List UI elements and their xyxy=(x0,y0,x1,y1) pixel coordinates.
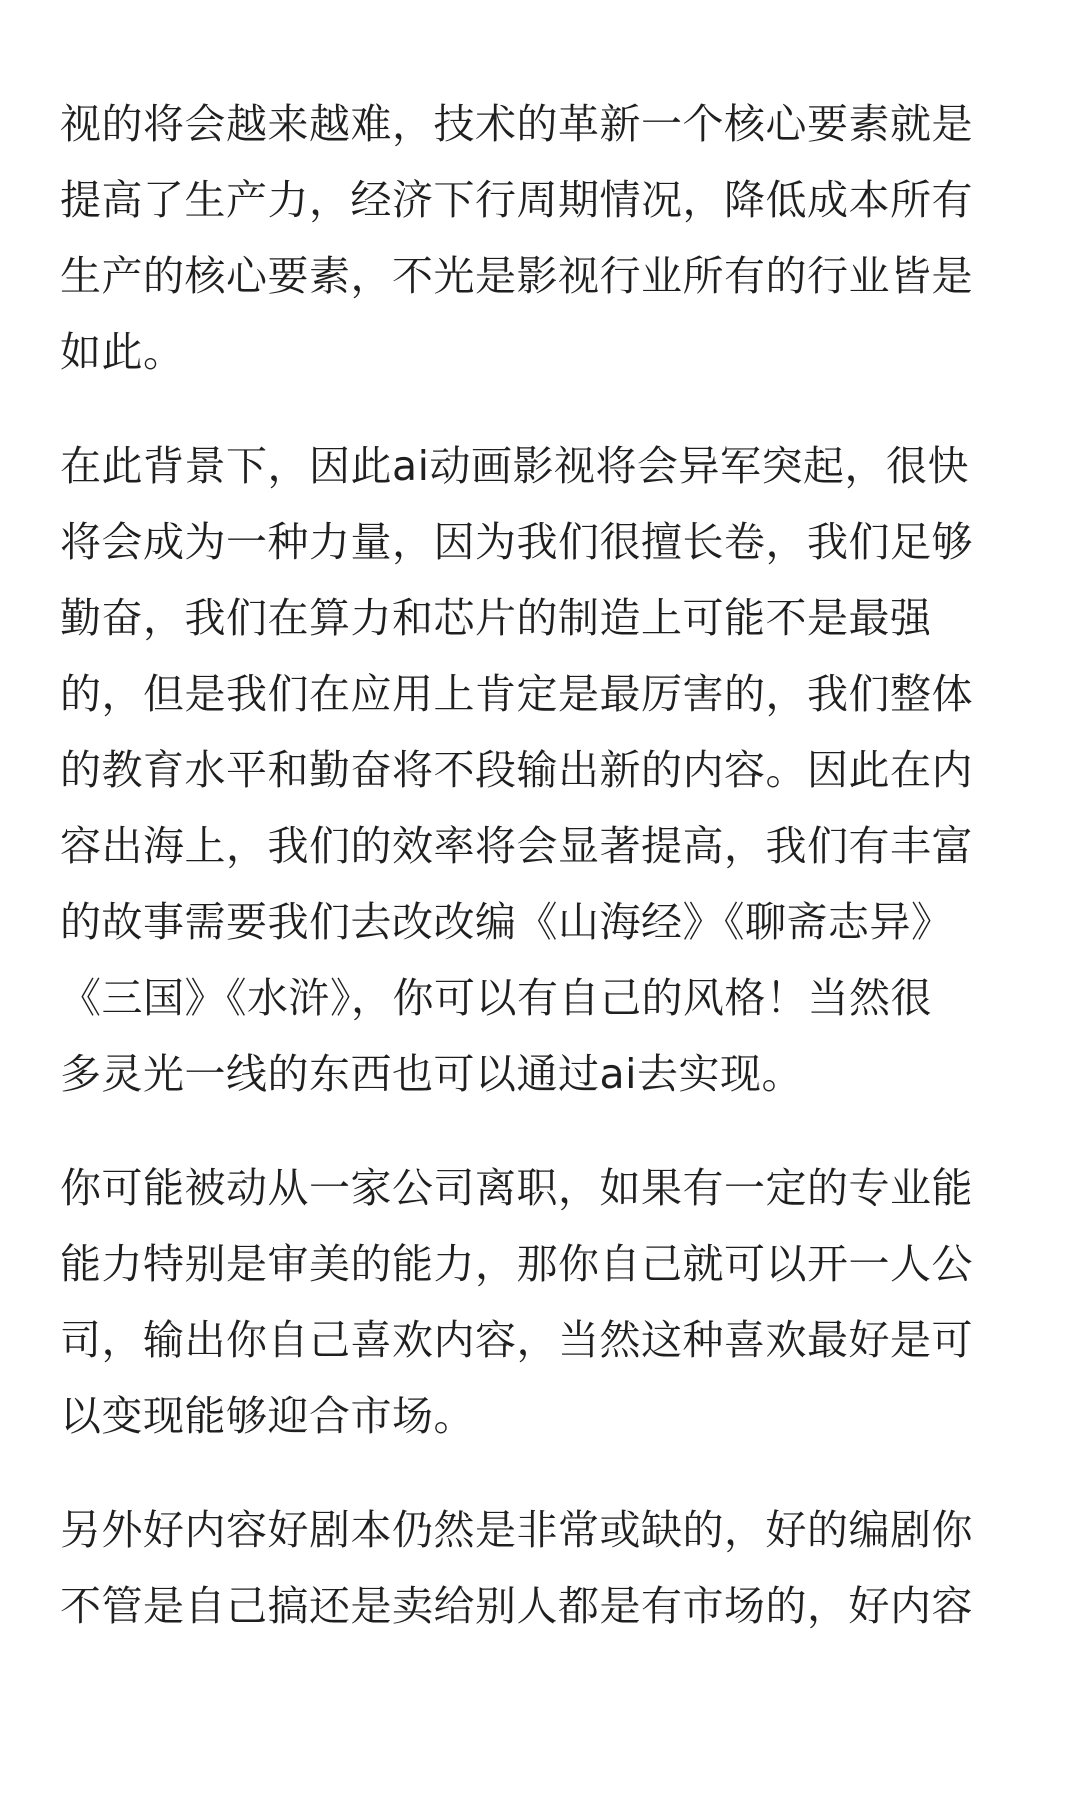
text-line: 的，但是我们在应用上肯定是最厉害的，我们整体 xyxy=(60,670,973,718)
text-line: 视的将会越来越难，技术的革新一个核心要素就是 xyxy=(60,100,973,148)
text-line: 将会成为一种力量，因为我们很擅长卷，我们足够 xyxy=(60,518,973,566)
text-line: 提高了生产力，经济下行周期情况，降低成本所有 xyxy=(60,176,973,224)
text-line: 勤奋，我们在算力和芯片的制造上可能不是最强 xyxy=(60,594,932,642)
paragraph-3 xyxy=(60,1150,1035,1454)
text-line: 的故事需要我们去改改编《山海经》《聊斋志异》 xyxy=(60,898,953,946)
paragraph-4 xyxy=(60,1492,1035,1644)
text-line: 另外好内容好剧本仍然是非常或缺的，好的编剧你 xyxy=(60,1506,973,1554)
text-line: 司，输出你自己喜欢内容，当然这种喜欢最好是可 xyxy=(60,1316,973,1364)
paragraph-1 xyxy=(60,86,1035,390)
paragraph-2 xyxy=(60,428,1035,1112)
text-line: 容出海上，我们的效率将会显著提高，我们有丰富 xyxy=(60,822,973,870)
text-line: 以变现能够迎合市场。 xyxy=(60,1392,475,1440)
text-line: 的教育水平和勤奋将不段输出新的内容。因此在内 xyxy=(60,746,973,794)
text-line: 如此。 xyxy=(60,328,185,376)
text-line: 你可能被动从一家公司离职，如果有一定的专业能 xyxy=(60,1164,973,1212)
text-line: 多灵光一线的东西也可以通过ai去实现。 xyxy=(60,1050,804,1098)
article-body xyxy=(60,86,1035,1682)
text-line: 不管是自己搞还是卖给别人都是有市场的，好内容 xyxy=(60,1582,973,1630)
text-line: 生产的核心要素，不光是影视行业所有的行业皆是 xyxy=(60,252,973,300)
text-line: 能力特别是审美的能力，那你自己就可以开一人公 xyxy=(60,1240,973,1288)
text-line: 《三国》《水浒》，你可以有自己的风格！当然很 xyxy=(60,974,932,1022)
text-line: 在此背景下，因此ai动画影视将会异军突起，很快 xyxy=(60,442,970,490)
